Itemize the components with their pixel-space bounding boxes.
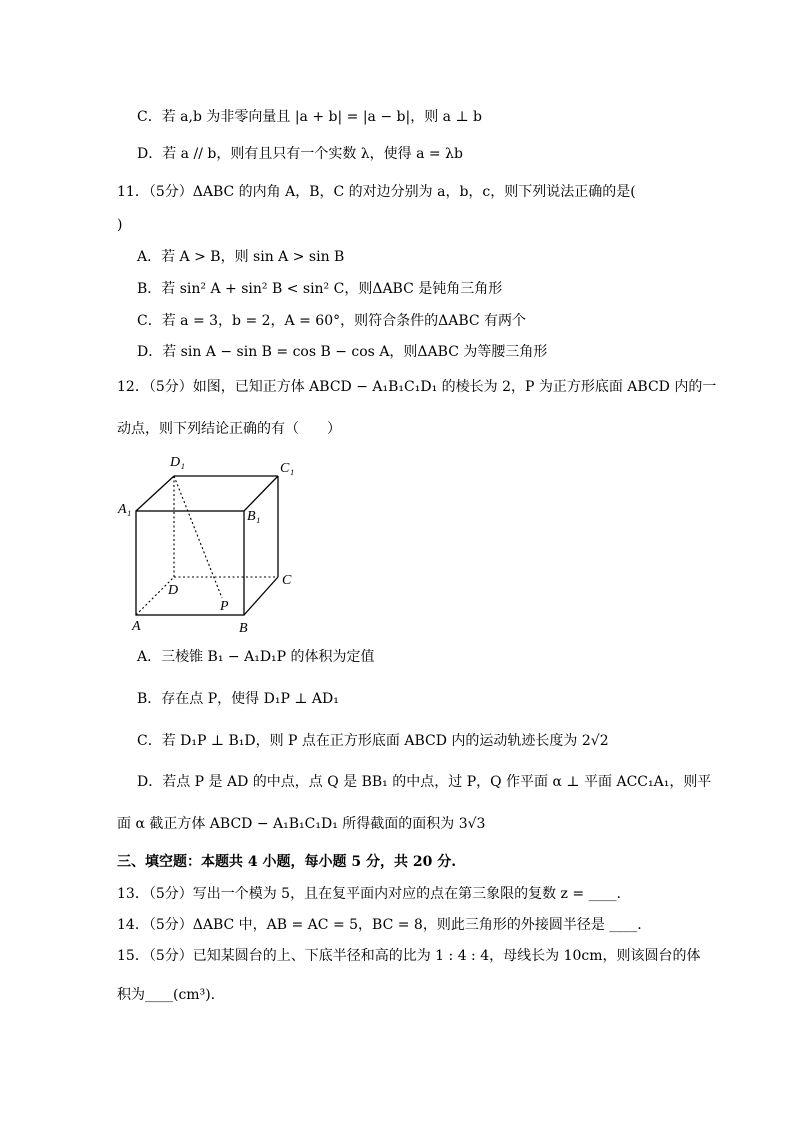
label-d1: D₁ bbox=[170, 455, 185, 470]
edge-b1-c1 bbox=[244, 476, 278, 511]
q11-stem-cont: ) bbox=[117, 217, 123, 233]
q12-option-b: B．存在点 P，使得 D₁P ⊥ AD₁ bbox=[137, 691, 339, 707]
label-d: D bbox=[168, 583, 179, 598]
label-p: P bbox=[220, 599, 229, 614]
q15-cont: 积为____(cm³). bbox=[117, 987, 216, 1003]
q14: 14．（5分）ΔABC 中，AB = AC = 5，BC = 8，则此三角形的外接圆半径是 ____. bbox=[117, 917, 642, 933]
edge-a1-d1 bbox=[136, 476, 174, 511]
q12-option-a: A．三棱锥 B₁ − A₁D₁P 的体积为定值 bbox=[137, 649, 375, 665]
q15: 15．（5分）已知某圆台的上、下底半径和高的比为 1 : 4 : 4，母线长为 10cm，则该圆台的体 bbox=[117, 948, 701, 964]
label-a1: A₁ bbox=[118, 502, 132, 517]
label-b: B bbox=[239, 621, 248, 636]
edge-b-c bbox=[244, 577, 278, 615]
label-a: A bbox=[132, 619, 141, 634]
segment-d1-p bbox=[174, 476, 222, 598]
q12-option-c: C．若 D₁P ⊥ B₁D，则 P 点在正方形底面 ABCD 内的运动轨迹长度为 2√2 bbox=[137, 733, 609, 749]
q11-option-a: A．若 A > B，则 sin A > sin B bbox=[137, 249, 345, 265]
q11-option-d: D．若 sin A − sin B = cos B − cos A，则ΔABC 为等腰三角形 bbox=[137, 344, 548, 360]
cube-figure bbox=[110, 448, 310, 638]
q11-option-c: C．若 a = 3，b = 2，A = 60°，则符合条件的ΔABC 有两个 bbox=[137, 313, 527, 329]
q12-stem-cont: 动点，则下列结论正确的有（ ） bbox=[117, 421, 341, 437]
q12-option-d: D．若点 P 是 AD 的中点，点 Q 是 BB₁ 的中点，过 P，Q 作平面 α ⊥ 平面 ACC₁A₁，则平 bbox=[137, 774, 712, 790]
q10-option-d: D．若 a // b，则有且只有一个实数 λ，使得 a = λb bbox=[137, 146, 463, 162]
q11-stem: 11．（5分）ΔABC 的内角 A，B，C 的对边分别为 a，b，c，则下列说法正确的是( bbox=[117, 184, 636, 200]
section-heading-fill-in: 三、填空题：本题共 4 小题，每小题 5 分，共 20 分. bbox=[117, 854, 457, 870]
label-c: C bbox=[282, 573, 292, 588]
label-b1: B₁ bbox=[247, 509, 261, 524]
q11-option-b: B．若 sin² A + sin² B < sin² C，则ΔABC 是钝角三角形 bbox=[137, 281, 503, 297]
label-c1: C₁ bbox=[280, 461, 295, 476]
q12-stem: 12．（5分）如图，已知正方体 ABCD − A₁B₁C₁D₁ 的棱长为 2，P 为正方形底面 ABCD 内的一 bbox=[117, 379, 717, 395]
q10-option-c: C．若 a,b 为非零向量且 |a + b| = |a − b|，则 a ⊥ b bbox=[137, 109, 483, 125]
q13: 13．（5分）写出一个模为 5，且在复平面内对应的点在第三象限的复数 z = ____. bbox=[117, 886, 621, 902]
q12-option-d-cont: 面 α 截正方体 ABCD − A₁B₁C₁D₁ 所得截面的面积为 3√3 bbox=[117, 816, 486, 832]
